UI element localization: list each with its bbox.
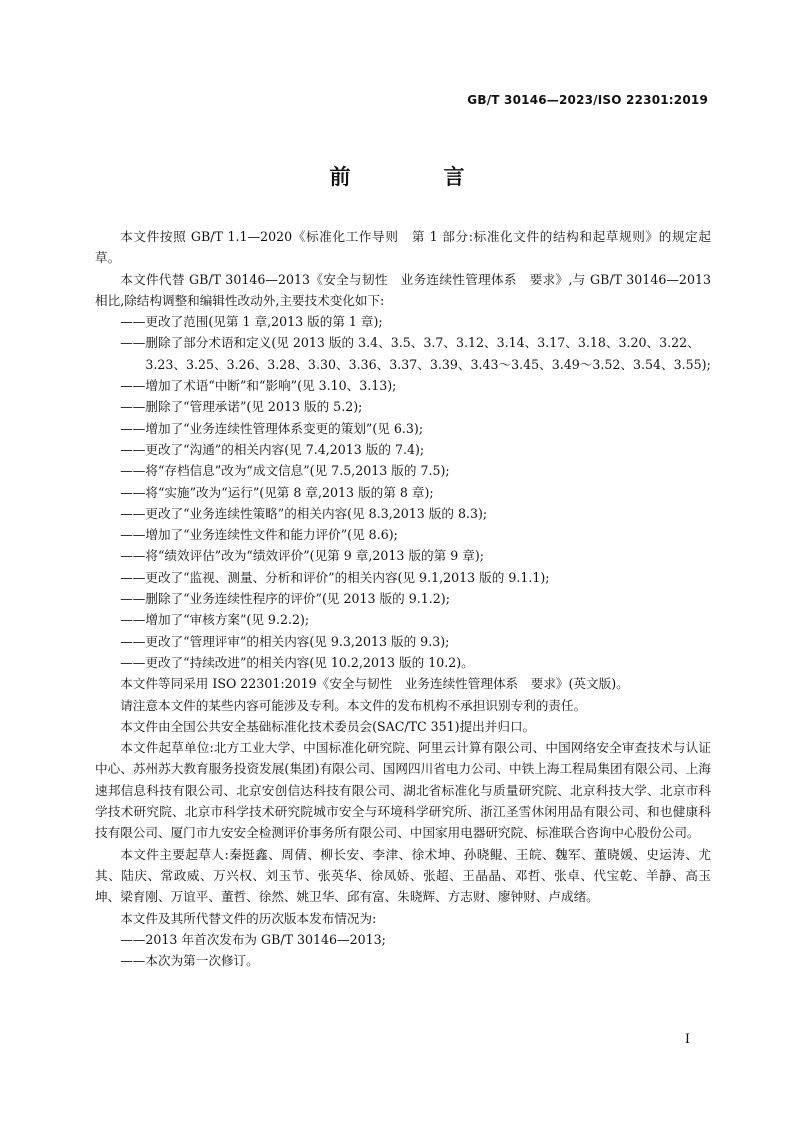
change-item: ——更改了“管理评审”的相关内容(见 9.3,2013 版的 9.3);	[120, 633, 450, 649]
history-list	[95, 929, 711, 972]
change-item: ——删除了“业务连续性程序的评价”(见 2013 版的 9.1.2);	[120, 591, 450, 607]
adoption-paragraph: 本文件等同采用 ISO 22301:2019《安全与韧性 业务连续性管理体系 要求》(英文版)。	[120, 676, 629, 692]
committee-paragraph: 本文件由全国公共安全基础标准化技术委员会(SAC/TC 351)提出并归口。	[120, 718, 536, 734]
standard-code: GB/T 30146—2023/ISO 22301:2019	[467, 93, 708, 107]
change-item: ——将“存档信息”改为“成文信息”(见 7.5,2013 版的 7.5);	[120, 463, 450, 479]
replacement-paragraph: 本文件代替 GB/T 30146—2013《安全与韧性 业务连续性管理体系 要求》,与 GB/T 30146—2013 相比,除结构调整和编辑性改动外,主要技术变化如下:	[95, 271, 711, 308]
change-item: ——增加了“业务连续性管理体系变更的策划”(见 6.3);	[120, 420, 424, 436]
change-item: ——增加了“审核方案”(见 9.2.2);	[120, 612, 310, 628]
drafting-organizations-paragraph: 本文件起草单位:北方工业大学、中国标准化研究院、阿里云计算有限公司、中国网络安全审查技术与认证中心、苏州苏大教育服务投资发展(集团)有限公司、国网四川省电力公司、中铁上海工程局集团有限公司、上海速邦信息科技有限公司、北京安创信达科技有限公司、湖北省标准化与质量研究院、北京科技大学、北京市科学技术研究院、北京市科学技术研究院城市安全与环境科学研究所、浙江圣雪休闲用品有限公司、和也健康科技有限公司、厦门市九安安全检测评价事务所有限公司、中国家用电器研究院、标准联合咨询中心股份公司。	[95, 740, 711, 841]
change-item: ——将“实施”改为“运行”(见第 8 章,2013 版的第 8 章);	[120, 484, 434, 500]
history-item: ——本次为第一次修订。	[120, 953, 259, 969]
changes-list	[95, 311, 711, 673]
history-item: ——2013 年首次发布为 GB/T 30146—2013;	[120, 931, 386, 947]
foreword-body	[95, 226, 711, 971]
drafters-paragraph: 本文件主要起草人:秦挺鑫、周倩、柳长安、李津、徐术坤、孙晓鲲、王皖、魏军、董晓媛、史运涛、尤其、陆庆、常政威、万兴权、刘玉节、张英华、徐凤娇、张超、王晶晶、邓哲、张卓、代宝乾、羊静、高玉坤、梁育刚、万谊平、董哲、徐然、姚卫华、邱有富、朱晓辉、方志财、廖钟财、卢成绪。	[95, 846, 711, 905]
change-item: ——更改了范围(见第 1 章,2013 版的第 1 章);	[120, 314, 383, 330]
change-item: ——将“绩效评估”改为“绩效评价”(见第 9 章,2013 版的第 9 章);	[120, 548, 484, 564]
change-item: ——更改了“持续改进”的相关内容(见 10.2,2013 版的 10.2)。	[120, 654, 474, 670]
change-item: ——更改了“监视、测量、分析和评价”的相关内容(见 9.1,2013 版的 9.1.1);	[120, 569, 550, 585]
page-number: I	[684, 1032, 690, 1047]
drafting-rules-paragraph: 本文件按照 GB/T 1.1—2020《标准化工作导则 第 1 部分:标准化文件的结构和起草规则》的规定起草。	[95, 229, 711, 266]
history-intro-paragraph: 本文件及其所代替文件的历次版本发布情况为:	[120, 910, 377, 926]
change-item: ——更改了“业务连续性策略”的相关内容(见 8.3,2013 版的 8.3);	[120, 505, 488, 521]
change-item: ——删除了部分术语和定义(见 2013 版的 3.4、3.5、3.7、3.12、3.14、3.17、3.18、3.20、3.22、3.23、3.25、3.26、3.28、3.30、3.36、3.37、3.39、3.43～3.45、3.49～3.52、3.54、3.55);	[120, 335, 711, 372]
change-item: ——更改了“沟通”的相关内容(见 7.4,2013 版的 7.4);	[120, 441, 425, 457]
change-item: ——删除了“管理承诺”(见 2013 版的 5.2);	[120, 399, 363, 415]
change-item: ——增加了术语“中断”和“影响”(见 3.10、3.13);	[120, 378, 397, 394]
change-item: ——增加了“业务连续性文件和能力评价”(见 8.6);	[120, 527, 398, 543]
patent-notice-paragraph: 请注意本文件的某些内容可能涉及专利。本文件的发布机构不承担识别专利的责任。	[120, 697, 587, 713]
page-title: 前 言	[329, 165, 501, 189]
